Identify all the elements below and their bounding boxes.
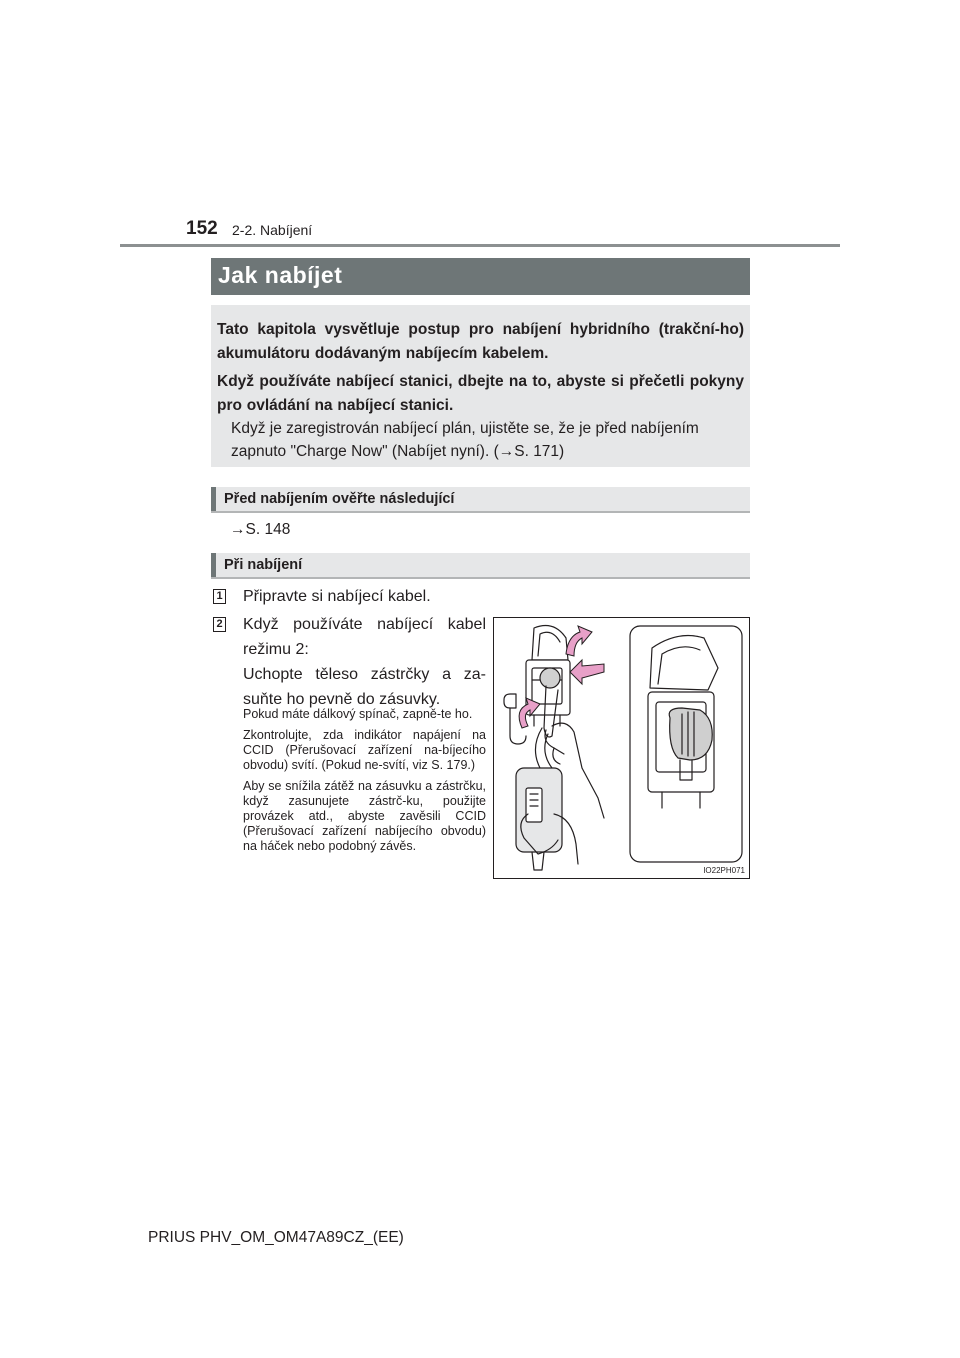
figure-code: IO22PH071	[703, 866, 745, 875]
note-hang-ccid: Aby se snížila zátěž na zásuvku a zástrčku, když zasunujete zástrč-ku, použijte provázek atd., abyste zavěsili CCID (Přerušovací zařízení nabíjecího obvodu) na háček nebo podobný závěs.	[243, 779, 486, 853]
page-number: 152	[186, 218, 218, 239]
intro-note-line-2: zapnuto "Charge Now" (Nabíjet nyní). (→S. 171)	[231, 443, 565, 460]
step-2-text	[243, 612, 486, 712]
section-title-before-charging: Před nabíjením ověřte následující	[224, 491, 455, 507]
step-number-1: 1	[213, 589, 226, 604]
section-header: 2-2. Nabíjení	[232, 222, 313, 238]
illustration-drawing	[494, 618, 749, 878]
intro-paragraph-2: Když používáte nabíjecí stanici, dbejte na to, abyste si přečetli pokyny pro ovládání na nabíjecí stanici.	[217, 373, 744, 414]
intro-note-line-1: Když je zaregistrován nabíjecí plán, ujistěte se, že je před nabíjením	[231, 420, 699, 437]
section-title-during-charging: Při nabíjení	[224, 557, 303, 573]
charging-illustration	[493, 617, 750, 879]
page-title: Jak nabíjet	[218, 262, 343, 288]
step-number-2: 2	[213, 617, 226, 632]
intro-paragraph-1: Tato kapitola vysvětluje postup pro nabíjení hybridního (trakční-ho) akumulátoru dodávaným nabíjecím kabelem.	[217, 321, 744, 362]
step-2-main: Když používáte nabíjecí kabel režimu 2:	[243, 616, 486, 658]
step-2-notes	[243, 707, 486, 860]
step-1-text: Připravte si nabíjecí kabel.	[243, 588, 431, 605]
step-2-subtext: Uchopte těleso zástrčky a za-suňte ho pevně do zásuvky.	[243, 666, 486, 708]
note-power-indicator: Zkontrolujte, zda indikátor napájení na CCID (Přerušovací zařízení na-bíjecího obvodu) svítí. (Pokud ne-svítí, viz S. 179.)	[243, 728, 486, 772]
section-bar-during-charging	[211, 553, 750, 579]
footer-document-id: PRIUS PHV_OM_OM47A89CZ_(EE)	[148, 1229, 404, 1246]
intro-box	[211, 305, 750, 467]
section-bar-before-charging	[211, 487, 750, 513]
page-reference: →S. 148	[230, 521, 291, 538]
note-remote-switch: Pokud máte dálkový spínač, zapně-te ho.	[243, 707, 473, 721]
header-divider	[120, 244, 840, 247]
title-bar	[211, 258, 750, 295]
